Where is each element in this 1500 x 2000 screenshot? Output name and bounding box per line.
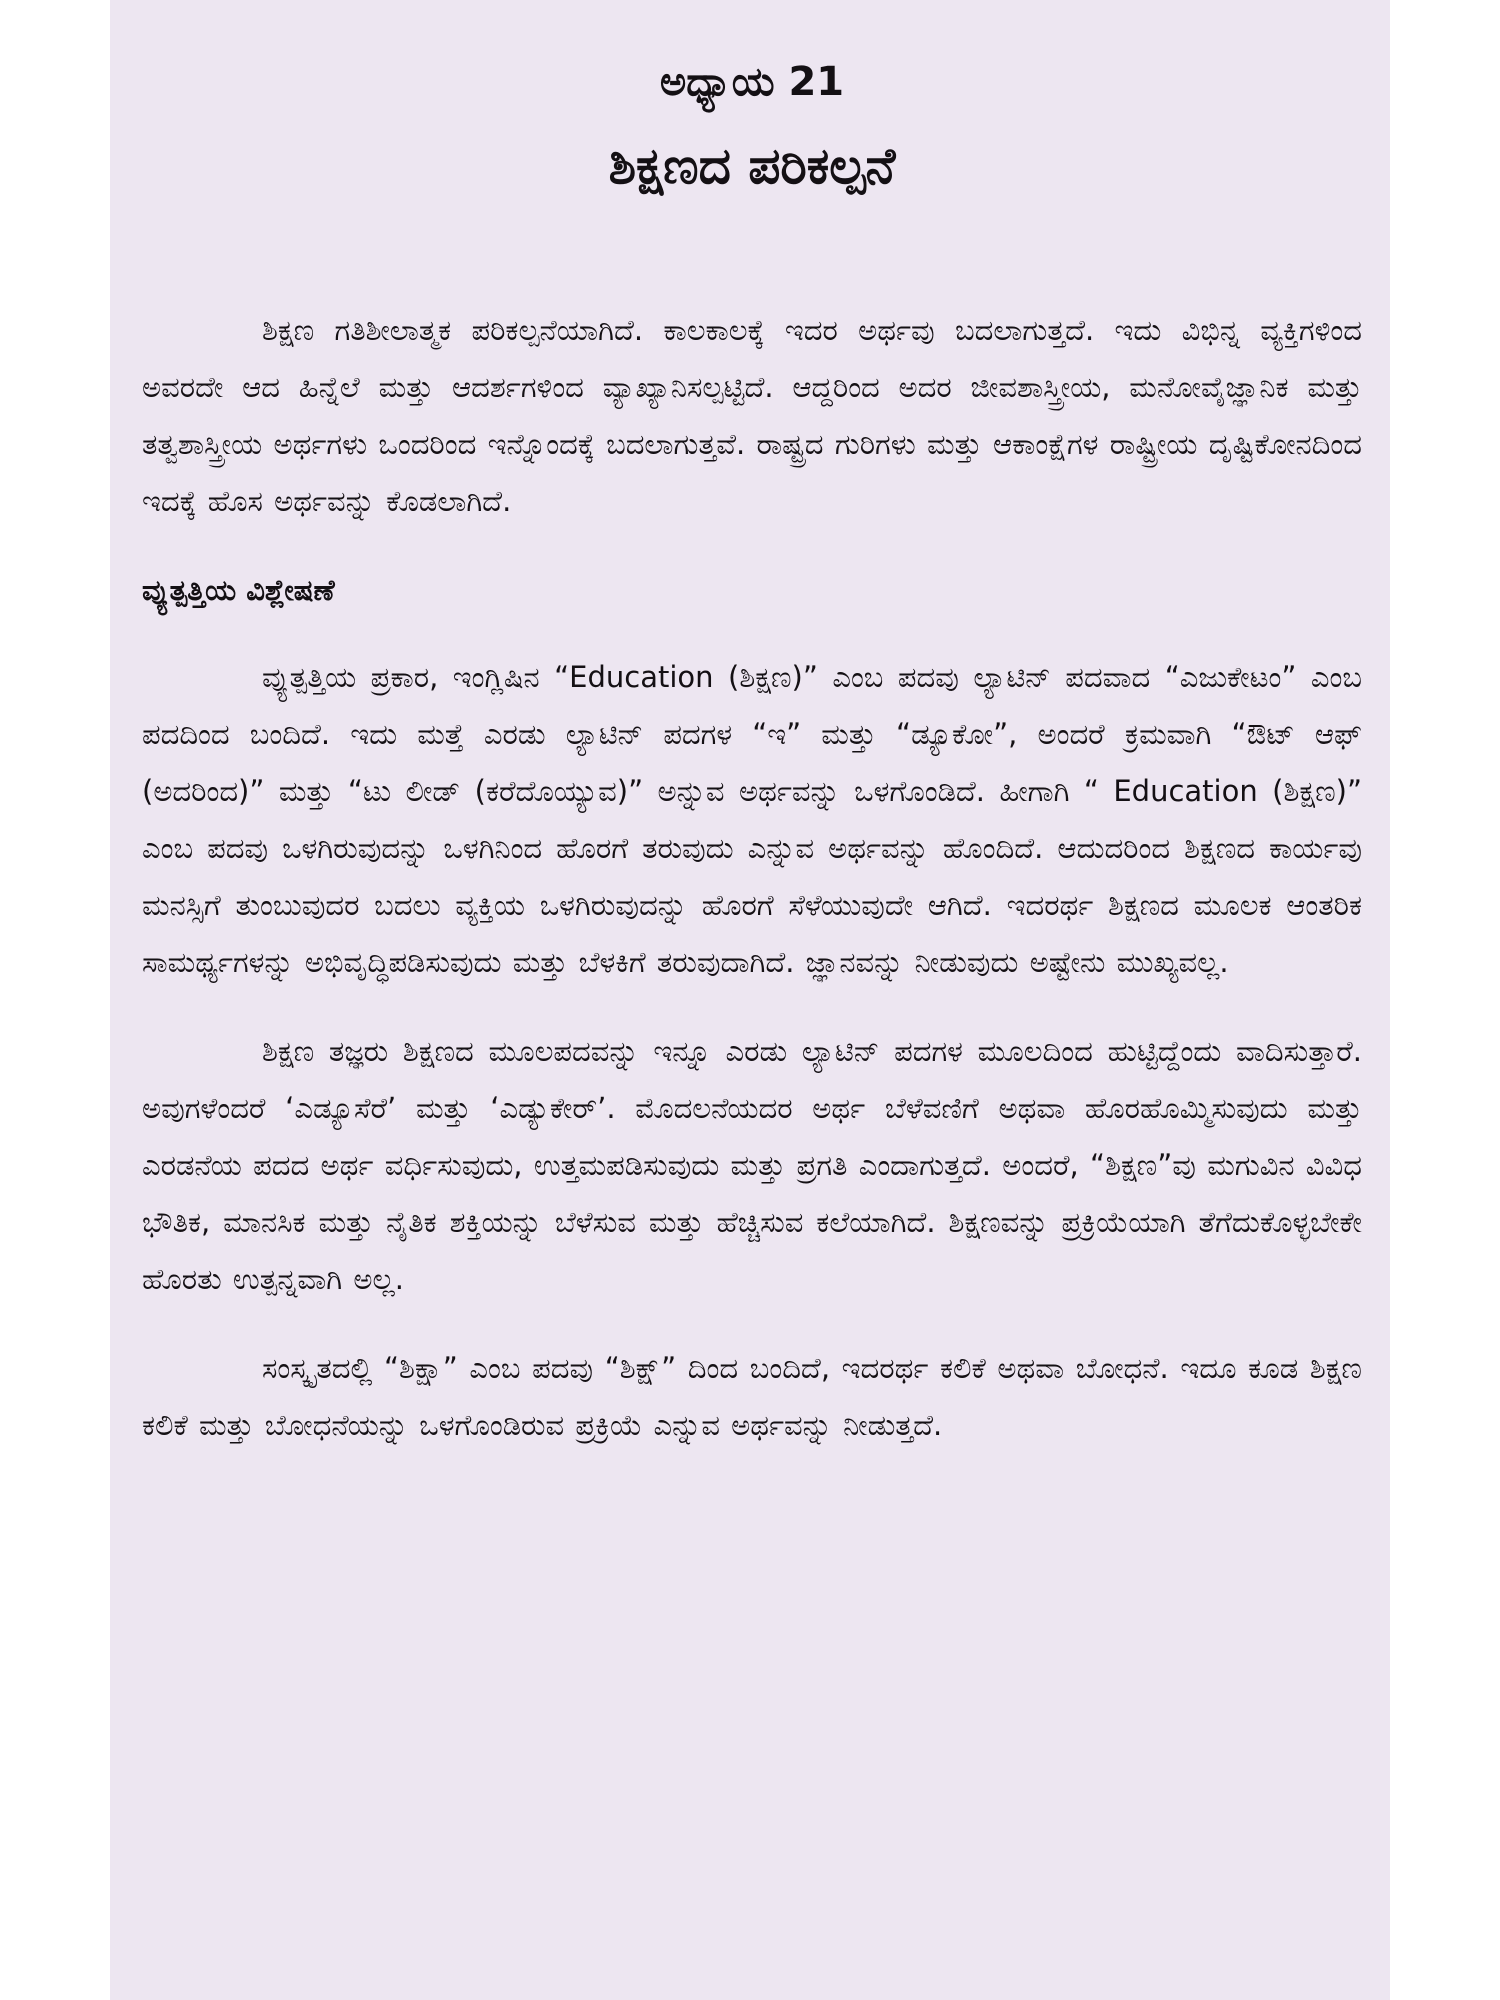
paragraph-2: ವ್ಯುತ್ಪತ್ತಿಯ ಪ್ರಕಾರ, ಇಂಗ್ಲಿಷಿನ “Education (ಶಿಕ್ಷಣ)” ಎಂಬ ಪದವು ಲ್ಯಾಟಿನ್ ಪದವಾದ “ಎಜುಕೇಟಂ” ಎಂಬ ಪದದಿಂದ ಬಂದಿದೆ. ಇದು ಮತ್ತೆ ಎರಡು ಲ್ಯಾಟಿನ್ ಪದಗಳ “ಇ” ಮತ್ತು “ಡ್ಯೂಕೋ”, ಅಂದರೆ ಕ್ರಮವಾಗಿ “ಔಟ್ ಆಫ್ (ಅದರಿಂದ)” ಮತ್ತು “ಟು ಲೀಡ್ (ಕರೆದೊಯ್ಯುವ)” ಅನ್ನುವ ಅರ್ಥವನ್ನು ಒಳಗೊಂಡಿದೆ. ಹೀಗಾಗಿ “ Education (ಶಿಕ್ಷಣ)” ಎಂಬ ಪದವು ಒಳಗಿರುವುದನ್ನು ಒಳಗಿನಿಂದ ಹೊರಗೆ ತರುವುದು ಎನ್ನುವ ಅರ್ಥವನ್ನು ಹೊಂದಿದೆ. ಆದುದರಿಂದ ಶಿಕ್ಷಣದ ಕಾರ್ಯವು ಮನಸ್ಸಿಗೆ ತುಂಬುವುದರ ಬದಲು ವ್ಯಕ್ತಿಯ ಒಳಗಿರುವುದನ್ನು ಹೊರಗೆ ಸೆಳೆಯುವುದೇ ಆಗಿದೆ. ಇದರರ್ಥ ಶಿಕ್ಷಣದ ಮೂಲಕ ಆಂತರಿಕ ಸಾಮರ್ಥ್ಯಗಳನ್ನು ಅಭಿವೃದ್ಧಿಪಡಿಸುವುದು ಮತ್ತು ಬೆಳಕಿಗೆ ತರುವುದಾಗಿದೆ. ಜ್ಞಾನವನ್ನು ನೀಡುವುದು ಅಷ್ಟೇನು ಮುಖ್ಯವಲ್ಲ. xyxy=(142,660,1362,979)
chapter-number: ಅಧ್ಯಾಯ 21 xyxy=(659,59,845,105)
book-page xyxy=(110,0,1390,2000)
paragraph-3: ಶಿಕ್ಷಣ ತಜ್ಞರು ಶಿಕ್ಷಣದ ಮೂಲಪದವನ್ನು ಇನ್ನೂ ಎರಡು ಲ್ಯಾಟಿನ್ ಪದಗಳ ಮೂಲದಿಂದ ಹುಟ್ಟಿದ್ದೆಂದು ವಾದಿಸುತ್ತಾರೆ. ಅವುಗಳೆಂದರೆ ‘ಎಡ್ಯೂಸೆರೆ’ ಮತ್ತು ‘ಎಡ್ಯುಕೇರ್’. ಮೊದಲನೆಯದರ ಅರ್ಥ ಬೆಳೆವಣಿಗೆ ಅಥವಾ ಹೊರಹೊಮ್ಮಿಸುವುದು ಮತ್ತು ಎರಡನೆಯ ಪದದ ಅರ್ಥ ವರ್ಧಿಸುವುದು, ಉತ್ತಮಪಡಿಸುವುದು ಮತ್ತು ಪ್ರಗತಿ ಎಂದಾಗುತ್ತದೆ. ಅಂದರೆ, “ಶಿಕ್ಷಣ”ವು ಮಗುವಿನ ವಿವಿಧ ಭೌತಿಕ, ಮಾನಸಿಕ ಮತ್ತು ನೈತಿಕ ಶಕ್ತಿಯನ್ನು ಬೆಳೆಸುವ ಮತ್ತು ಹೆಚ್ಚಿಸುವ ಕಲೆಯಾಗಿದೆ. ಶಿಕ್ಷಣವನ್ನು ಪ್ರಕ್ರಿಯೆಯಾಗಿ ತೆಗೆದುಕೊಳ್ಳಬೇಕೇ ಹೊರತು ಉತ್ಪನ್ನವಾಗಿ ಅಲ್ಲ. xyxy=(142,1034,1362,1296)
chapter-title: ಶಿಕ್ಷಣದ ಪರಿಕಲ್ಪನೆ xyxy=(608,137,896,195)
paragraph-4: ಸಂಸ್ಕೃತದಲ್ಲಿ “ಶಿಕ್ಷಾ” ಎಂಬ ಪದವು “ಶಿಕ್ಷ್” ದಿಂದ ಬಂದಿದೆ, ಇದರರ್ಥ ಕಲಿಕೆ ಅಥವಾ ಬೋಧನೆ. ಇದೂ ಕೂಡ ಶಿಕ್ಷಣ ಕಲಿಕೆ ಮತ್ತು ಬೋಧನೆಯನ್ನು ಒಳಗೊಂಡಿರುವ ಪ್ರಕ್ರಿಯೆ ಎನ್ನುವ ಅರ್ಥವನ್ನು ನೀಡುತ್ತದೆ. xyxy=(142,1351,1362,1442)
paragraph-1: ಶಿಕ್ಷಣ ಗತಿಶೀಲಾತ್ಮಕ ಪರಿಕಲ್ಪನೆಯಾಗಿದೆ. ಕಾಲಕಾಲಕ್ಕೆ ಇದರ ಅರ್ಥವು ಬದಲಾಗುತ್ತದೆ. ಇದು ವಿಭಿನ್ನ ವ್ಯಕ್ತಿಗಳಿಂದ ಅವರದೇ ಆದ ಹಿನ್ನೆಲೆ ಮತ್ತು ಆದರ್ಶಗಳಿಂದ ವ್ಯಾಖ್ಯಾನಿಸಲ್ಪಟ್ಟಿದೆ. ಆದ್ದರಿಂದ ಅದರ ಜೀವಶಾಸ್ತ್ರೀಯ, ಮನೋವೈಜ್ಞಾನಿಕ ಮತ್ತು ತತ್ವಶಾಸ್ತ್ರೀಯ ಅರ್ಥಗಳು ಒಂದರಿಂದ ಇನ್ನೊಂದಕ್ಕೆ ಬದಲಾಗುತ್ತವೆ. ರಾಷ್ಟ್ರದ ಗುರಿಗಳು ಮತ್ತು ಆಕಾಂಕ್ಷೆಗಳ ರಾಷ್ಟ್ರೀಯ ದೃಷ್ಟಿಕೋನದಿಂದ ಇದಕ್ಕೆ ಹೊಸ ಅರ್ಥವನ್ನು ಕೊಡಲಾಗಿದೆ. xyxy=(142,313,1362,518)
page-content xyxy=(142,40,1362,1486)
section-heading: ವ್ಯುತ್ಪತ್ತಿಯ ವಿಶ್ಲೇಷಣೆ xyxy=(142,573,335,607)
